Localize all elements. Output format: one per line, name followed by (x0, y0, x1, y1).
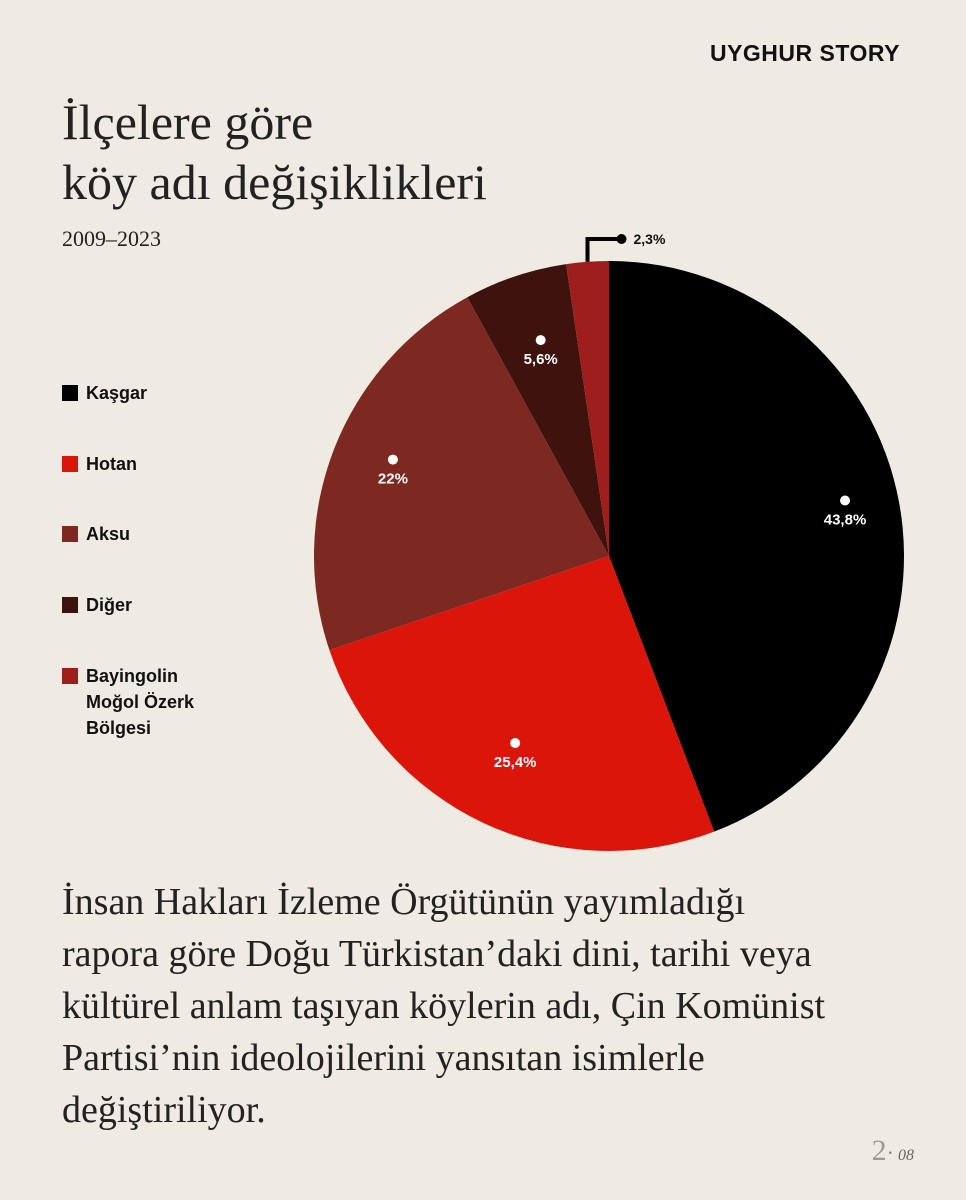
page-total: 08 (898, 1147, 914, 1164)
brand-logo: UYGHUR STORY (709, 40, 900, 66)
data-label-dot (840, 495, 850, 505)
body-line-2: rapora göre Doğu Türkistan’daki dini, tarihi veya (62, 933, 812, 975)
legend-label: Kaşgar (86, 383, 148, 403)
data-label-dot (388, 455, 398, 465)
data-label-diger: 5,6% (523, 351, 558, 369)
date-range: 2009–2023 (62, 226, 161, 251)
legend-label: Bayingolin Moğol Özerk Bölgesi (86, 666, 195, 738)
data-label-aksu: 22% (377, 470, 408, 488)
data-label-kasgar: 43,8% (823, 511, 867, 529)
legend-label: Diğer (86, 595, 133, 615)
data-label-dot (510, 738, 520, 748)
callout-dot (617, 234, 627, 244)
legend-label: Aksu (86, 524, 131, 544)
body-line-3: kültürel anlam taşıyan köylerin adı, Çin Komünist (62, 985, 826, 1027)
page-indicator (872, 1134, 914, 1168)
callout-line (588, 239, 622, 262)
body-line-4: Partisi’nin ideolojilerini yansıtan isimlerle (62, 1037, 705, 1079)
page-current: 2 (871, 1134, 887, 1167)
body-line-1: İnsan Hakları İzleme Örgütünün yayımladığı (62, 881, 746, 923)
legend-label: Hotan (86, 454, 137, 474)
title-line-1: İlçelere göre (62, 94, 314, 150)
data-label-hotan: 25,4% (493, 753, 537, 771)
title-line-2: köy adı değişiklikleri (62, 154, 487, 210)
body-paragraph (62, 876, 912, 1136)
data-label-bayingolin: 2,3% (633, 231, 666, 247)
data-label-dot (536, 335, 546, 345)
body-line-5: değiştiriliyor. (62, 1089, 266, 1131)
page-separator: · (886, 1140, 894, 1165)
